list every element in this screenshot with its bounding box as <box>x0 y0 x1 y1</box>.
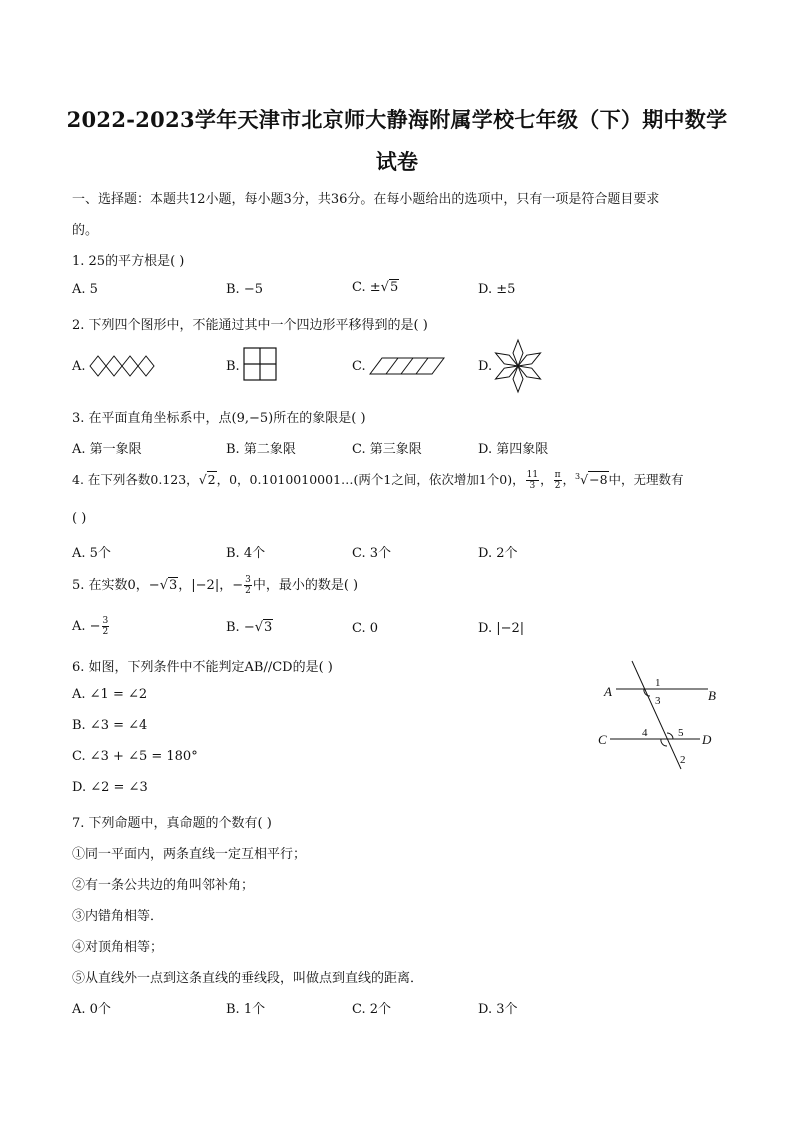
angle-2-label: 2 <box>680 754 686 766</box>
parallel-lines-figure <box>596 656 726 771</box>
label-a: A <box>604 684 612 699</box>
q7-option-d: D. 3个 <box>478 1002 518 1017</box>
grid-squares-figure <box>242 346 278 382</box>
q7-option-b: B. 1个 <box>226 1002 266 1017</box>
q2-option-c: C. <box>352 359 366 374</box>
q7-statement-4: ④对顶角相等； <box>72 940 164 955</box>
label-d: D <box>702 732 712 747</box>
section-heading: 一、选择题：本题共12小题，每小题3分，共36分。在每小题给出的选项中，只有一项是符合题目要求 <box>72 192 660 207</box>
angle-5-label: 5 <box>678 727 684 739</box>
q3-option-a: A. 第一象限 <box>72 442 142 457</box>
q7-statement-1: ①同一平面内，两条直线一定互相平行； <box>72 847 307 862</box>
q2-stem: 2. 下列四个图形中，不能通过其中一个四边形平移得到的是( ) <box>72 318 428 333</box>
q7-statement-5: ⑤从直线外一点到这条直线的垂线段，叫做点到直线的距离． <box>72 971 424 986</box>
angle-1-label: 1 <box>655 677 661 689</box>
q3-stem: 3. 在平面直角坐标系中，点(9,−5)所在的象限是( ) <box>72 411 366 426</box>
q4-stem-cont: ( ) <box>72 511 87 526</box>
q2-option-a: A. <box>72 359 86 374</box>
q7-statement-2: ②有一条公共边的角叫邻补角； <box>72 878 255 893</box>
q7-stem: 7. 下列命题中，真命题的个数有( ) <box>72 816 272 831</box>
exam-title: 2022-2023学年天津市北京师大静海附属学校七年级（下）期中数学 <box>66 107 728 132</box>
q4-option-c: C. 3个 <box>352 546 392 561</box>
q6-option-b: B. ∠3 = ∠4 <box>72 718 148 733</box>
q1-option-a: A. 5 <box>72 282 98 297</box>
q7-option-a: A. 0个 <box>72 1002 111 1017</box>
exam-title-cont: 试卷 <box>375 149 419 174</box>
q4-option-d: D. 2个 <box>478 546 518 561</box>
label-c: C <box>598 732 607 747</box>
diamonds-figure <box>88 352 160 380</box>
q6-option-a: A. ∠1 = ∠2 <box>72 687 148 702</box>
q2-option-b: B. <box>226 359 240 374</box>
q6-stem: 6. 如图，下列条件中不能判定AB//CD的是( ) <box>72 660 333 675</box>
q1-stem: 1. 25的平方根是( ) <box>72 254 185 269</box>
q3-option-d: D. 第四象限 <box>478 442 549 457</box>
q3-option-b: B. 第二象限 <box>226 442 296 457</box>
parallelograms-figure <box>368 356 448 376</box>
q1-option-d: D. ±5 <box>478 282 516 297</box>
q6-option-c: C. ∠3 + ∠5 = 180° <box>72 749 198 764</box>
q5-option-c: C. 0 <box>352 621 379 636</box>
q5-option-d: D. |−2| <box>478 621 525 636</box>
q4-option-a: A. 5个 <box>72 546 111 561</box>
q1-option-c: C. ±√5 <box>352 280 399 295</box>
q5-stem: 5. 在实数0，−√3，|−2|，− $\frac{3}{2}$ 中，最小的数是( ) <box>72 575 359 596</box>
q1-option-b: B. −5 <box>226 282 263 297</box>
q7-statement-3: ③内错角相等． <box>72 909 164 924</box>
q2-option-d: D. <box>478 359 493 374</box>
q4-option-b: B. 4个 <box>226 546 266 561</box>
q4-stem: 4. 在下列各数0.123，√2，0，0.1010010001…(两个1之间，依次增加1个0)， $\frac{11}{3}$ ， $\frac{\pi}{2}$ ，$^3$√−8中，无理数有 <box>72 470 684 491</box>
q6-option-d: D. ∠2 = ∠3 <box>72 780 148 795</box>
star-petals-figure <box>494 338 542 394</box>
q5-option-b: B. −√3 <box>226 620 273 635</box>
q5-option-a: A. − $\frac{3}{2}$ <box>72 616 109 637</box>
q3-option-c: C. 第三象限 <box>352 442 422 457</box>
q7-option-c: C. 2个 <box>352 1002 392 1017</box>
angle-4-label: 4 <box>642 727 648 739</box>
angle-3-label: 3 <box>655 695 661 707</box>
label-b: B <box>708 688 716 703</box>
section-heading-cont: 的。 <box>72 223 99 238</box>
